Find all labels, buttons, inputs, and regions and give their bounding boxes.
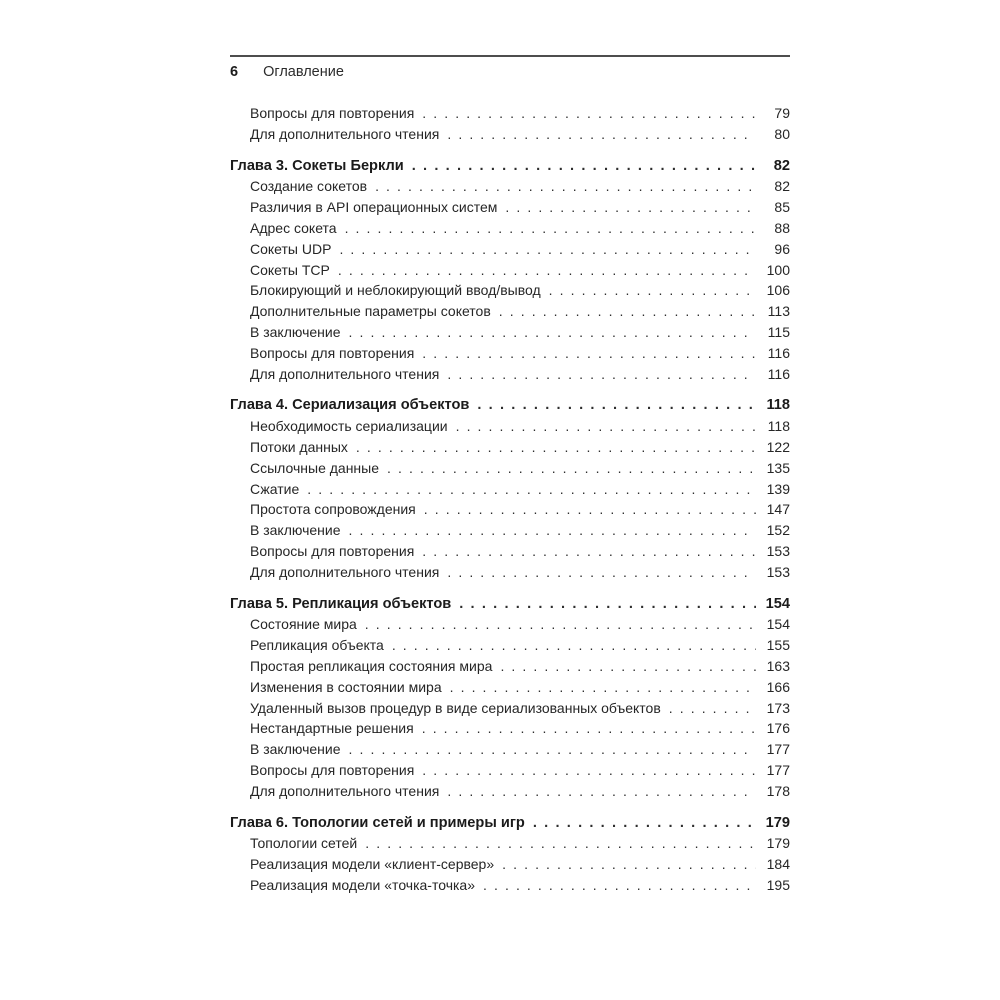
toc-entry-title: Глава 4. Сериализация объектов [230, 397, 470, 414]
toc-entry-page: 179 [765, 814, 790, 831]
toc-entry-page: 154 [766, 616, 790, 633]
dot-leader [477, 395, 756, 416]
toc-entry-title: Реализация модели «точка-точка» [250, 876, 475, 893]
toc-entry [230, 301, 790, 322]
toc-entry [230, 364, 790, 385]
dot-leader [669, 698, 756, 719]
toc-entry-title: Для дополнительного чтения [250, 563, 440, 580]
toc-entry [230, 854, 790, 875]
dot-leader [447, 124, 756, 145]
toc-entry [230, 718, 790, 739]
toc-entry-title: Для дополнительного чтения [250, 782, 440, 799]
toc-entry-title: Вопросы для повторения [250, 105, 415, 121]
dot-leader [502, 854, 756, 875]
toc-entry-page: 139 [766, 480, 790, 497]
table-of-contents [230, 103, 790, 896]
toc-entry-page: 147 [766, 501, 790, 518]
toc-entry-title: Репликация объекта [250, 637, 384, 654]
toc-entry-page: 166 [766, 678, 790, 695]
toc-entry-page: 115 [767, 323, 790, 340]
dot-leader [447, 781, 756, 802]
toc-entry [230, 635, 790, 656]
toc-entry [230, 322, 790, 343]
dot-leader [412, 156, 756, 177]
toc-entry-title: Потоки данных [250, 438, 348, 455]
dot-leader [500, 656, 756, 677]
running-header [230, 55, 790, 80]
toc-chapter-heading [230, 813, 790, 834]
toc-entry [230, 416, 790, 437]
toc-entry [230, 781, 790, 802]
toc-entry-page: 173 [766, 699, 790, 716]
dot-leader [365, 614, 756, 635]
toc-entry [230, 197, 790, 218]
toc-entry-title: Вопросы для повторения [250, 542, 415, 559]
toc-entry-title: В заключение [250, 741, 341, 758]
dot-leader [505, 197, 756, 218]
toc-chapter-heading [230, 594, 790, 615]
toc-entry-title: Вопросы для повторения [250, 761, 415, 778]
dot-leader [422, 718, 756, 739]
toc-entry-title: Глава 3. Сокеты Беркли [230, 157, 404, 174]
toc-entry-page: 184 [766, 856, 790, 873]
toc-entry-title: В заключение [250, 522, 341, 539]
toc-entry-title: Сокеты TCP [250, 261, 330, 278]
toc-entry-page: 82 [773, 157, 790, 174]
toc-entry-page: 122 [766, 438, 790, 455]
toc-entry-page: 106 [766, 282, 790, 299]
dot-leader [499, 301, 756, 322]
dot-leader [450, 677, 756, 698]
toc-entry-page: 135 [766, 459, 790, 476]
toc-entry [230, 103, 790, 124]
toc-entry-title: Необходимость сериализации [250, 418, 448, 435]
toc-entry [230, 562, 790, 583]
toc-entry-title: Состояние мира [250, 616, 357, 633]
dot-leader [447, 364, 756, 385]
toc-entry-page: 80 [774, 125, 790, 142]
dot-leader [422, 760, 756, 781]
toc-entry-title: Блокирующий и неблокирующий ввод/вывод [250, 282, 541, 299]
toc-entry-page: 116 [767, 344, 790, 361]
toc-entry [230, 739, 790, 760]
toc-entry-page: 118 [767, 418, 790, 435]
toc-chapter-heading [230, 156, 790, 177]
toc-entry-page: 177 [766, 741, 790, 758]
toc-entry [230, 239, 790, 260]
toc-entry-title: В заключение [250, 323, 341, 340]
toc-entry [230, 458, 790, 479]
toc-entry-title: Глава 6. Топологии сетей и примеры игр [230, 814, 525, 831]
toc-entry-page: 195 [766, 876, 790, 893]
toc-entry-title: Ссылочные данные [250, 459, 380, 476]
dot-leader [349, 520, 757, 541]
toc-entry [230, 218, 790, 239]
toc-entry-title: Адрес сокета [250, 219, 337, 236]
toc-entry-page: 88 [774, 219, 790, 236]
running-header-title: Оглавление [263, 64, 344, 80]
toc-entry-page: 154 [765, 595, 790, 612]
toc-entry-page: 118 [766, 397, 790, 414]
toc-entry-title: Простота сопровождения [250, 501, 416, 518]
toc-entry [230, 875, 790, 896]
toc-entry-title: Вопросы для повторения [250, 344, 415, 361]
dot-leader [392, 635, 756, 656]
dot-leader [459, 594, 756, 615]
dot-leader [345, 218, 756, 239]
toc-entry-title: Простая репликация состояния мира [250, 657, 493, 674]
toc-entry-title: Различия в API операционных систем [250, 199, 498, 216]
toc-entry [230, 760, 790, 781]
toc-entry-page: 178 [766, 782, 790, 799]
toc-entry [230, 698, 790, 719]
dot-leader [447, 562, 756, 583]
toc-entry [230, 520, 790, 541]
toc-entry [230, 479, 790, 500]
toc-entry [230, 343, 790, 364]
toc-entry-title: Нестандартные решения [250, 720, 414, 737]
dot-leader [424, 499, 756, 520]
toc-entry-page: 85 [774, 199, 790, 216]
toc-entry-page: 153 [766, 542, 790, 559]
page-number: 6 [230, 64, 239, 80]
dot-leader [533, 813, 756, 834]
dot-leader [307, 479, 756, 500]
toc-entry [230, 677, 790, 698]
toc-entry-title: Топологии сетей [250, 835, 358, 852]
dot-leader [375, 176, 756, 197]
toc-entry-page: 116 [767, 365, 790, 382]
toc-entry-title: Создание сокетов [250, 178, 368, 195]
toc-entry [230, 656, 790, 677]
toc-entry-page: 153 [766, 563, 790, 580]
toc-entry [230, 833, 790, 854]
dot-leader [422, 343, 756, 364]
toc-entry-page: 79 [774, 105, 790, 121]
dot-leader [338, 260, 756, 281]
toc-entry [230, 541, 790, 562]
toc-entry [230, 124, 790, 145]
toc-entry-page: 176 [766, 720, 790, 737]
toc-entry-title: Для дополнительного чтения [250, 125, 440, 142]
toc-entry-page: 82 [774, 178, 790, 195]
toc-entry-page: 179 [766, 835, 790, 852]
toc-entry [230, 280, 790, 301]
toc-entry-title: Для дополнительного чтения [250, 365, 440, 382]
toc-entry-title: Реализация модели «клиент-сервер» [250, 856, 495, 873]
toc-entry-page: 100 [766, 261, 790, 278]
dot-leader [365, 833, 756, 854]
toc-entry-page: 152 [766, 522, 790, 539]
dot-leader [422, 541, 756, 562]
dot-leader [339, 239, 756, 260]
toc-entry-title: Глава 5. Репликация объектов [230, 595, 452, 612]
toc-entry-page: 177 [766, 761, 790, 778]
toc-entry-page: 113 [767, 303, 790, 320]
dot-leader [549, 280, 756, 301]
dot-leader [456, 416, 756, 437]
dot-leader [387, 458, 756, 479]
toc-entry-title: Сокеты UDP [250, 240, 332, 257]
toc-entry-title: Дополнительные параметры сокетов [250, 303, 491, 320]
toc-entry-page: 96 [774, 240, 790, 257]
toc-entry-page: 155 [766, 637, 790, 654]
toc-entry [230, 437, 790, 458]
dot-leader [349, 739, 757, 760]
toc-entry-title: Изменения в состоянии мира [250, 678, 442, 695]
toc-chapter-heading [230, 395, 790, 416]
toc-entry-title: Сжатие [250, 480, 300, 497]
dot-leader [483, 875, 756, 896]
dot-leader [422, 103, 756, 124]
toc-entry [230, 176, 790, 197]
toc-entry [230, 260, 790, 281]
toc-content-column [230, 55, 790, 896]
dot-leader [356, 437, 756, 458]
dot-leader [349, 322, 757, 343]
toc-entry [230, 499, 790, 520]
toc-entry-page: 163 [766, 657, 790, 674]
toc-entry-title: Удаленный вызов процедур в виде сериализованных объектов [250, 699, 661, 716]
toc-entry [230, 614, 790, 635]
